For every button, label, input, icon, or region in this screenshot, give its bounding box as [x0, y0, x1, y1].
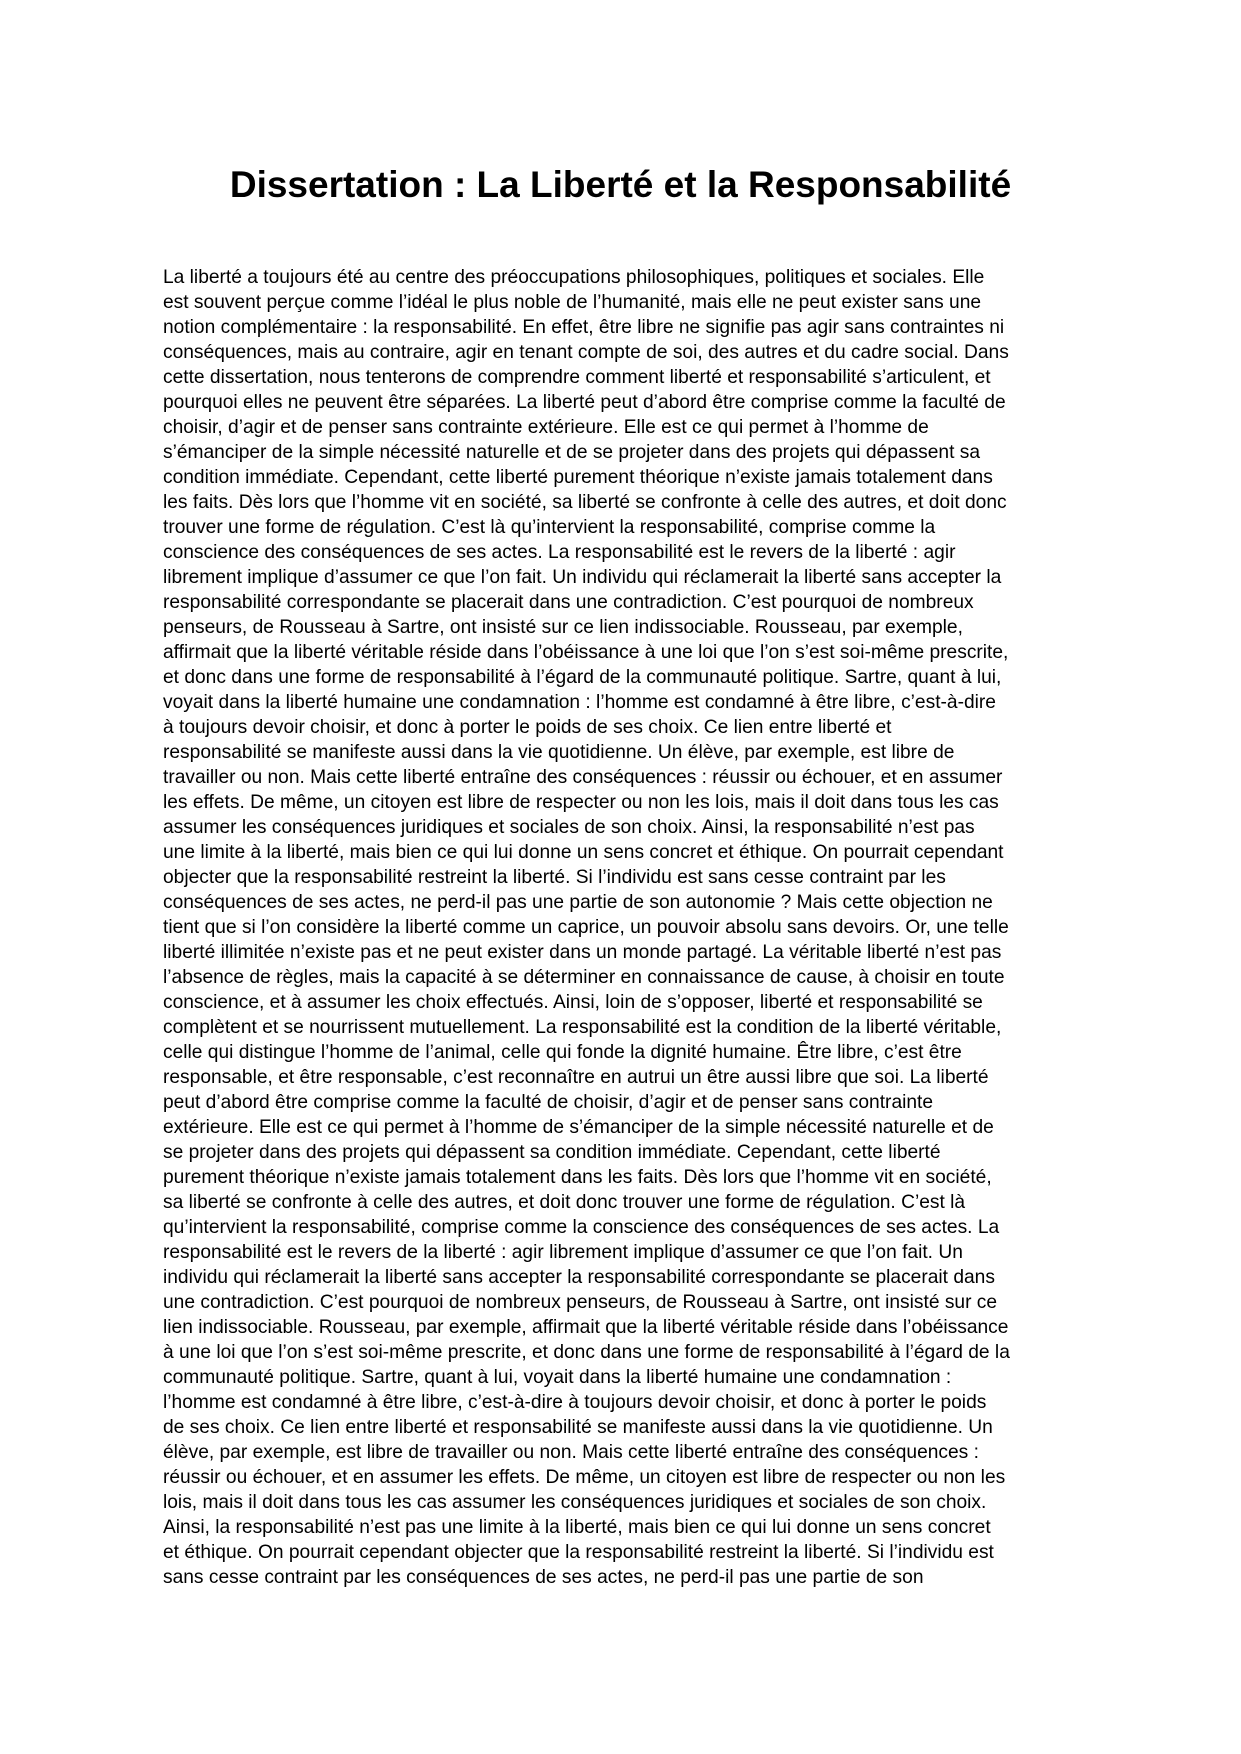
- body-text-line: communauté politique. Sartre, quant à lui, voyait dans la liberté humaine une condamnation :: [163, 1367, 952, 1388]
- body-text-line: affirmait que la liberté véritable réside dans l’obéissance à une loi que l’on s’est soi-même prescrite,: [163, 642, 1009, 663]
- body-text-line: sa liberté se confronte à celle des autres, et doit donc trouver une forme de régulation. C’est là: [163, 1192, 966, 1213]
- body-text-line: penseurs, de Rousseau à Sartre, ont insisté sur ce lien indissociable. Rousseau, par exemple,: [163, 617, 963, 638]
- body-text-line: est souvent perçue comme l’idéal le plus noble de l’humanité, mais elle ne peut exister sans une: [163, 292, 982, 313]
- body-text-line: travailler ou non. Mais cette liberté entraîne des conséquences : réussir ou échouer, et en assumer: [163, 767, 1003, 788]
- body-text-line: l’homme est condamné à être libre, c’est-à-dire à toujours devoir choisir, et donc à porter le poids: [163, 1392, 987, 1413]
- body-text-line: et donc dans une forme de responsabilité à l’égard de la communauté politique. Sartre, quant à lui,: [163, 667, 1002, 688]
- document-title: Dissertation : La Liberté et la Responsabilité: [229, 164, 1012, 205]
- body-text-line: pourquoi elles ne peuvent être séparées. La liberté peut d’abord être comprise comme la faculté de: [163, 392, 1006, 413]
- body-text-line: voyait dans la liberté humaine une condamnation : l’homme est condamné à être libre, c’est-à-dire: [163, 692, 996, 713]
- body-text-line: trouver une forme de régulation. C’est là qu’intervient la responsabilité, comprise comme la: [163, 517, 936, 538]
- body-text-line: une limite à la liberté, mais bien ce qui lui donne un sens concret et éthique. On pourrait cependant: [163, 842, 1004, 863]
- body-text-line: individu qui réclamerait la liberté sans accepter la responsabilité correspondante se placerait dans: [163, 1267, 995, 1288]
- body-text-line: extérieure. Elle est ce qui permet à l’homme de s’émanciper de la simple nécessité naturelle et de: [163, 1117, 994, 1138]
- body-text-line: librement implique d’assumer ce que l’on fait. Un individu qui réclamerait la liberté sans accepter la: [163, 567, 1002, 588]
- body-text-line: les faits. Dès lors que l’homme vit en société, sa liberté se confronte à celle des autres, et doit donc: [163, 492, 1007, 513]
- body-text-line: liberté illimitée n’existe pas et ne peut exister dans un monde partagé. La véritable liberté n’est pas: [163, 942, 1002, 963]
- body-text-line: les effets. De même, un citoyen est libre de respecter ou non les lois, mais il doit dans tous les cas: [163, 792, 999, 813]
- body-text-line: et éthique. On pourrait cependant objecter que la responsabilité restreint la liberté. Si l’individu est: [163, 1542, 994, 1563]
- body-text-line: celle qui distingue l’homme de l’animal, celle qui fonde la dignité humaine. Être libre, c’est être: [163, 1042, 962, 1063]
- body-text-line: à toujours devoir choisir, et donc à porter le poids de ses choix. Ce lien entre liberté et: [163, 717, 892, 738]
- body-text-line: à une loi que l’on s’est soi-même prescrite, et donc dans une forme de responsabilité à l’égard de la: [163, 1342, 1010, 1363]
- document-body: [163, 265, 1093, 1590]
- body-text-line: assumer les conséquences juridiques et sociales de son choix. Ainsi, la responsabilité n’est pas: [163, 817, 975, 838]
- body-text-line: une contradiction. C’est pourquoi de nombreux penseurs, de Rousseau à Sartre, ont insisté sur ce: [163, 1292, 998, 1313]
- body-text-line: conscience des conséquences de ses actes. La responsabilité est le revers de la liberté : agir: [163, 542, 956, 563]
- body-text-line: cette dissertation, nous tenterons de comprendre comment liberté et responsabilité s’articulent, et: [163, 367, 991, 388]
- body-text-line: objecter que la responsabilité restreint la liberté. Si l’individu est sans cesse contraint par les: [163, 867, 946, 888]
- body-text-line: lois, mais il doit dans tous les cas assumer les conséquences juridiques et sociales de son choix.: [163, 1492, 987, 1513]
- body-text-line: conséquences de ses actes, ne perd-il pas une partie de son autonomie ? Mais cette objection ne: [163, 892, 993, 913]
- body-text-line: élève, par exemple, est libre de travailler ou non. Mais cette liberté entraîne des conséquences :: [163, 1442, 979, 1463]
- body-text-line: tient que si l’on considère la liberté comme un caprice, un pouvoir absolu sans devoirs. Or, une telle: [163, 917, 1009, 938]
- body-text-line: responsabilité se manifeste aussi dans la vie quotidienne. Un élève, par exemple, est libre de: [163, 742, 955, 763]
- body-text-line: responsabilité est le revers de la liberté : agir librement implique d’assumer ce que l’on fait. Un: [163, 1242, 963, 1263]
- body-text-line: purement théorique n’existe jamais totalement dans les faits. Dès lors que l’homme vit en société,: [163, 1167, 992, 1188]
- body-text-line: complètent et se nourrissent mutuellement. La responsabilité est la condition de la liberté véritable,: [163, 1017, 1002, 1038]
- body-text-line: conscience, et à assumer les choix effectués. Ainsi, loin de s’opposer, liberté et responsabilité se: [163, 992, 983, 1013]
- body-text-line: réussir ou échouer, et en assumer les effets. De même, un citoyen est libre de respecter ou non les: [163, 1467, 1006, 1488]
- body-text-line: choisir, d’agir et de penser sans contrainte extérieure. Elle est ce qui permet à l’homme de: [163, 417, 929, 438]
- body-text-line: s’émanciper de la simple nécessité naturelle et de se projeter dans des projets qui dépassent sa: [163, 442, 981, 463]
- body-text-line: Ainsi, la responsabilité n’est pas une limite à la liberté, mais bien ce qui lui donne un sens concret: [163, 1517, 991, 1538]
- body-text-line: La liberté a toujours été au centre des préoccupations philosophiques, politiques et sociales. Elle: [163, 267, 985, 288]
- body-text-line: lien indissociable. Rousseau, par exemple, affirmait que la liberté véritable réside dans l’obéissance: [163, 1317, 1009, 1338]
- body-text-line: responsabilité correspondante se placerait dans une contradiction. C’est pourquoi de nombreux: [163, 592, 974, 613]
- body-text-line: condition immédiate. Cependant, cette liberté purement théorique n’existe jamais totalement dans: [163, 467, 993, 488]
- body-text-line: responsable, et être responsable, c’est reconnaître en autrui un être aussi libre que soi. La liberté: [163, 1067, 989, 1088]
- body-text-line: de ses choix. Ce lien entre liberté et responsabilité se manifeste aussi dans la vie quotidienne. Un: [163, 1417, 993, 1438]
- body-text-line: notion complémentaire : la responsabilité. En effet, être libre ne signifie pas agir sans contraintes ni: [163, 317, 1005, 338]
- body-text-line: qu’intervient la responsabilité, comprise comme la conscience des conséquences de ses actes. La: [163, 1217, 1000, 1238]
- body-text-line: l’absence de règles, mais la capacité à se déterminer en connaissance de cause, à choisir en toute: [163, 967, 1005, 988]
- body-text-line: sans cesse contraint par les conséquences de ses actes, ne perd-il pas une partie de son: [163, 1567, 924, 1588]
- body-text-line: se projeter dans des projets qui dépassent sa condition immédiate. Cependant, cette liberté: [163, 1142, 941, 1163]
- body-text-line: conséquences, mais au contraire, agir en tenant compte de soi, des autres et du cadre social. Dans: [163, 342, 1009, 363]
- body-text-line: peut d’abord être comprise comme la faculté de choisir, d’agir et de penser sans contrainte: [163, 1092, 934, 1113]
